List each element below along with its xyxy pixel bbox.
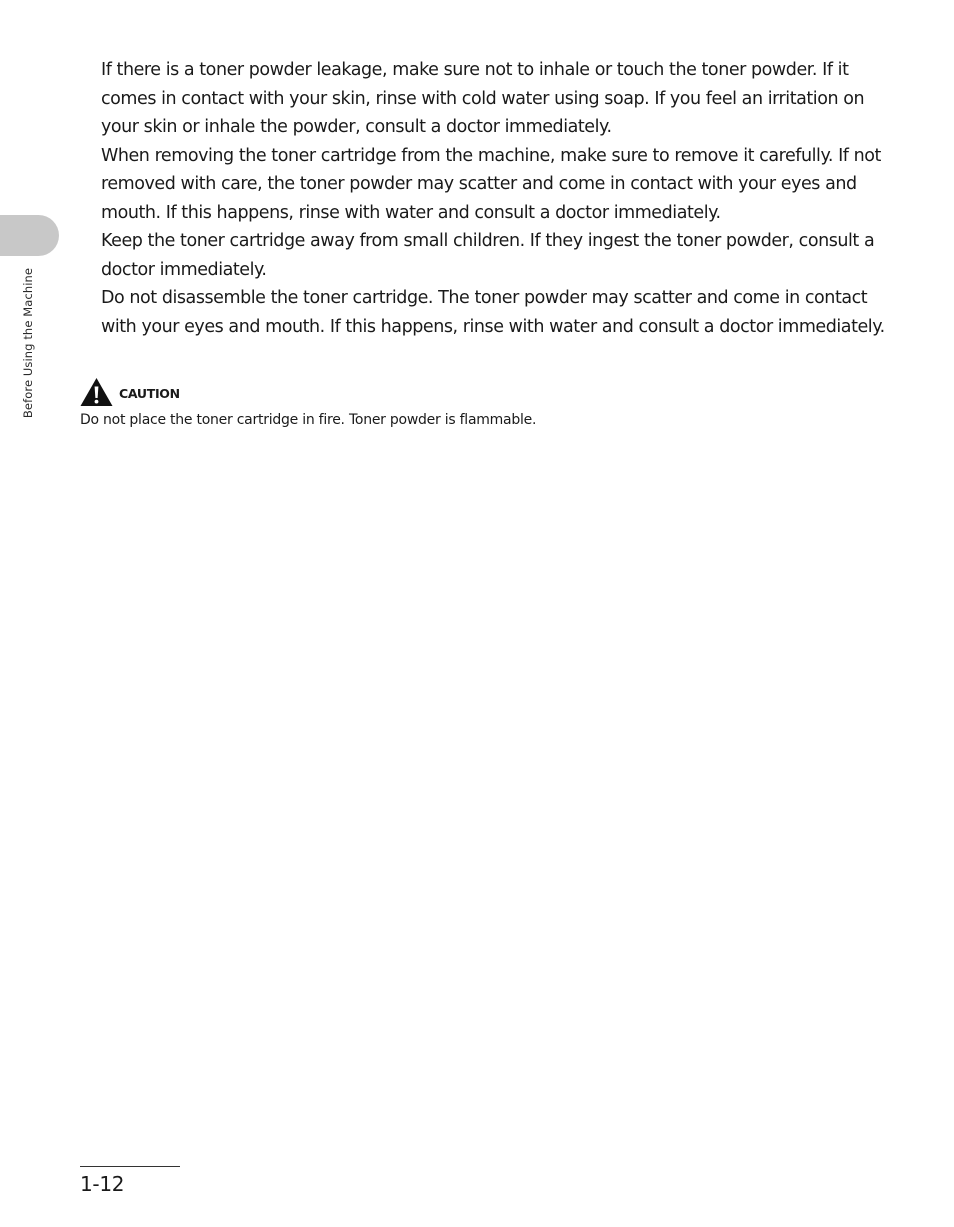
warning-paragraph: If there is a toner powder leakage, make sure not to inhale or touch the toner powder. If it comes in contact with your skin, rinse with cold water using soap. If you feel an irritation on your skin or inhale the powder, consult a doctor immediately. [101, 60, 865, 137]
caution-label: CAUTION [119, 386, 180, 401]
warning-paragraph: Keep the toner cartridge away from small children. If they ingest the toner powder, consult a doctor immediately. [101, 231, 875, 280]
caution-text: Do not place the toner cartridge in fire. Toner powder is flammable. [80, 412, 537, 428]
warning-paragraph: When removing the toner cartridge from the machine, make sure to remove it carefully. If not removed with care, the toner powder may scatter and come in contact with your eyes and mouth. If this happens, rinse with water and consult a doctor immediately. [101, 145, 881, 223]
page-number: 1-12 [80, 1172, 125, 1196]
warning-list [101, 56, 891, 341]
warning-triangle-icon [80, 377, 113, 407]
caution-header [80, 377, 180, 407]
footer-divider [80, 1166, 180, 1167]
chapter-tab-label: Before Using the Machine [21, 267, 35, 419]
warning-paragraph: Do not disassemble the toner cartridge. The toner powder may scatter and come in contact with your eyes and mouth. If this happens, rinse with water and consult a doctor immediately. [101, 288, 885, 337]
chapter-tab [0, 215, 59, 256]
